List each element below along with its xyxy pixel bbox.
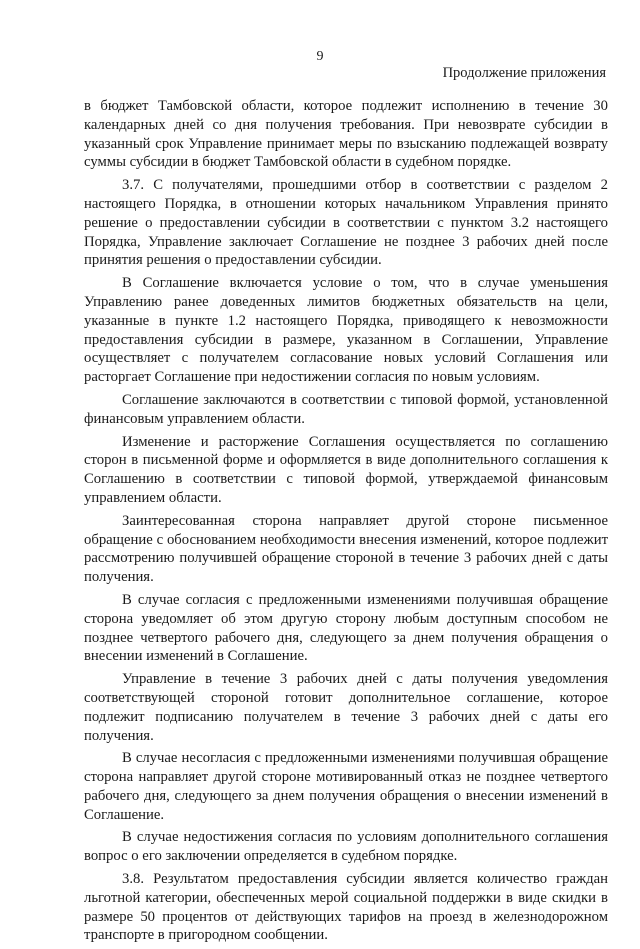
paragraph-consent-case: В случае согласия с предложенными изменениями получившая обращение сторона уведомляет об этом другую сторону любым доступным способом не позднее четвертого рабочего дня, следующего за днем получения обращения о внесении изменений в Соглашение.	[84, 591, 608, 665]
paragraph-no-agreement-court: В случае недостижения согласия по условиям дополнительного соглашения вопрос о его заключении определяется в судебном порядке.	[84, 829, 608, 865]
paragraph-amendment-termination: Изменение и расторжение Соглашения осуществляется по соглашению сторон в письменной форме и оформляется в виде дополнительного соглашения к Соглашению в соответствии с типовой формой, утверждаемой финансовым управлением области.	[84, 433, 608, 506]
paragraph-3-7-agreement-conclusion: 3.7. С получателями, прошедшими отбор в соответствии с разделом 2 настоящего Порядка, в отношении которых начальником Управления принято решение о предоставлении субсидии в соответствии с пунктом 3.2 настоящего Порядка, Управление заключает Соглашение не позднее 3 рабочих дней после принятия решения о предоставлении субсидии.	[84, 177, 608, 269]
paragraph-subsidy-return: в бюджет Тамбовской области, которое подлежит исполнению в течение 30 календарных дней со дня получения требования. При невозврате субсидии в указанный срок Управление принимает меры по взысканию подлежащей возврату суммы субсидии в бюджет Тамбовской области в судебном порядке.	[84, 98, 608, 171]
paragraph-disagreement-case: В случае несогласия с предложенными изменениями получившая обращение сторона направляет другой стороне мотивированный отказ не позднее четвертого рабочего дня, следующего за днем получения обращения о внесении изменений в Соглашение.	[84, 750, 608, 823]
paragraph-agreement-condition: В Соглашение включается условие о том, что в случае уменьшения Управлению ранее доведенных лимитов бюджетных обязательств на цели, указанные в пункте 1.2 настоящего Порядка, приводящего к невозможности предоставления субсидии в размере, указанном в Соглашении, Управление осуществляет с получателем согласование новых условий Соглашения или расторгает Соглашение при недостижении согласия по новым условиям.	[84, 275, 608, 386]
paragraph-interested-party-request: Заинтересованная сторона направляет другой стороне письменное обращение с обоснованием необходимости внесения изменений, которое подлежит рассмотрению получившей обращение стороной в течение 3 рабочих дней с даты получения.	[84, 512, 608, 586]
paragraph-standard-form: Соглашение заключаются в соответствии с типовой формой, установленной финансовым управлением области.	[84, 391, 608, 427]
paragraph-supplementary-agreement: Управление в течение 3 рабочих дней с даты получения уведомления соответствующей стороной готовит дополнительное соглашение, которое подлежит подписанию получателем в течение 3 рабочих дней с даты его получения.	[84, 671, 608, 744]
appendix-continuation-note: Продолжение приложения	[442, 65, 606, 81]
document-body	[84, 97, 608, 949]
paragraph-3-8-subsidy-result: 3.8. Результатом предоставления субсидии является количество граждан льготной категории, обеспеченных мерой социальной поддержки в виде скидки в размере 50 процентов от действующих тарифов на проезд в железнодорожном транспорте в пригородном сообщении.	[84, 871, 608, 944]
page-number: 9	[316, 49, 324, 64]
